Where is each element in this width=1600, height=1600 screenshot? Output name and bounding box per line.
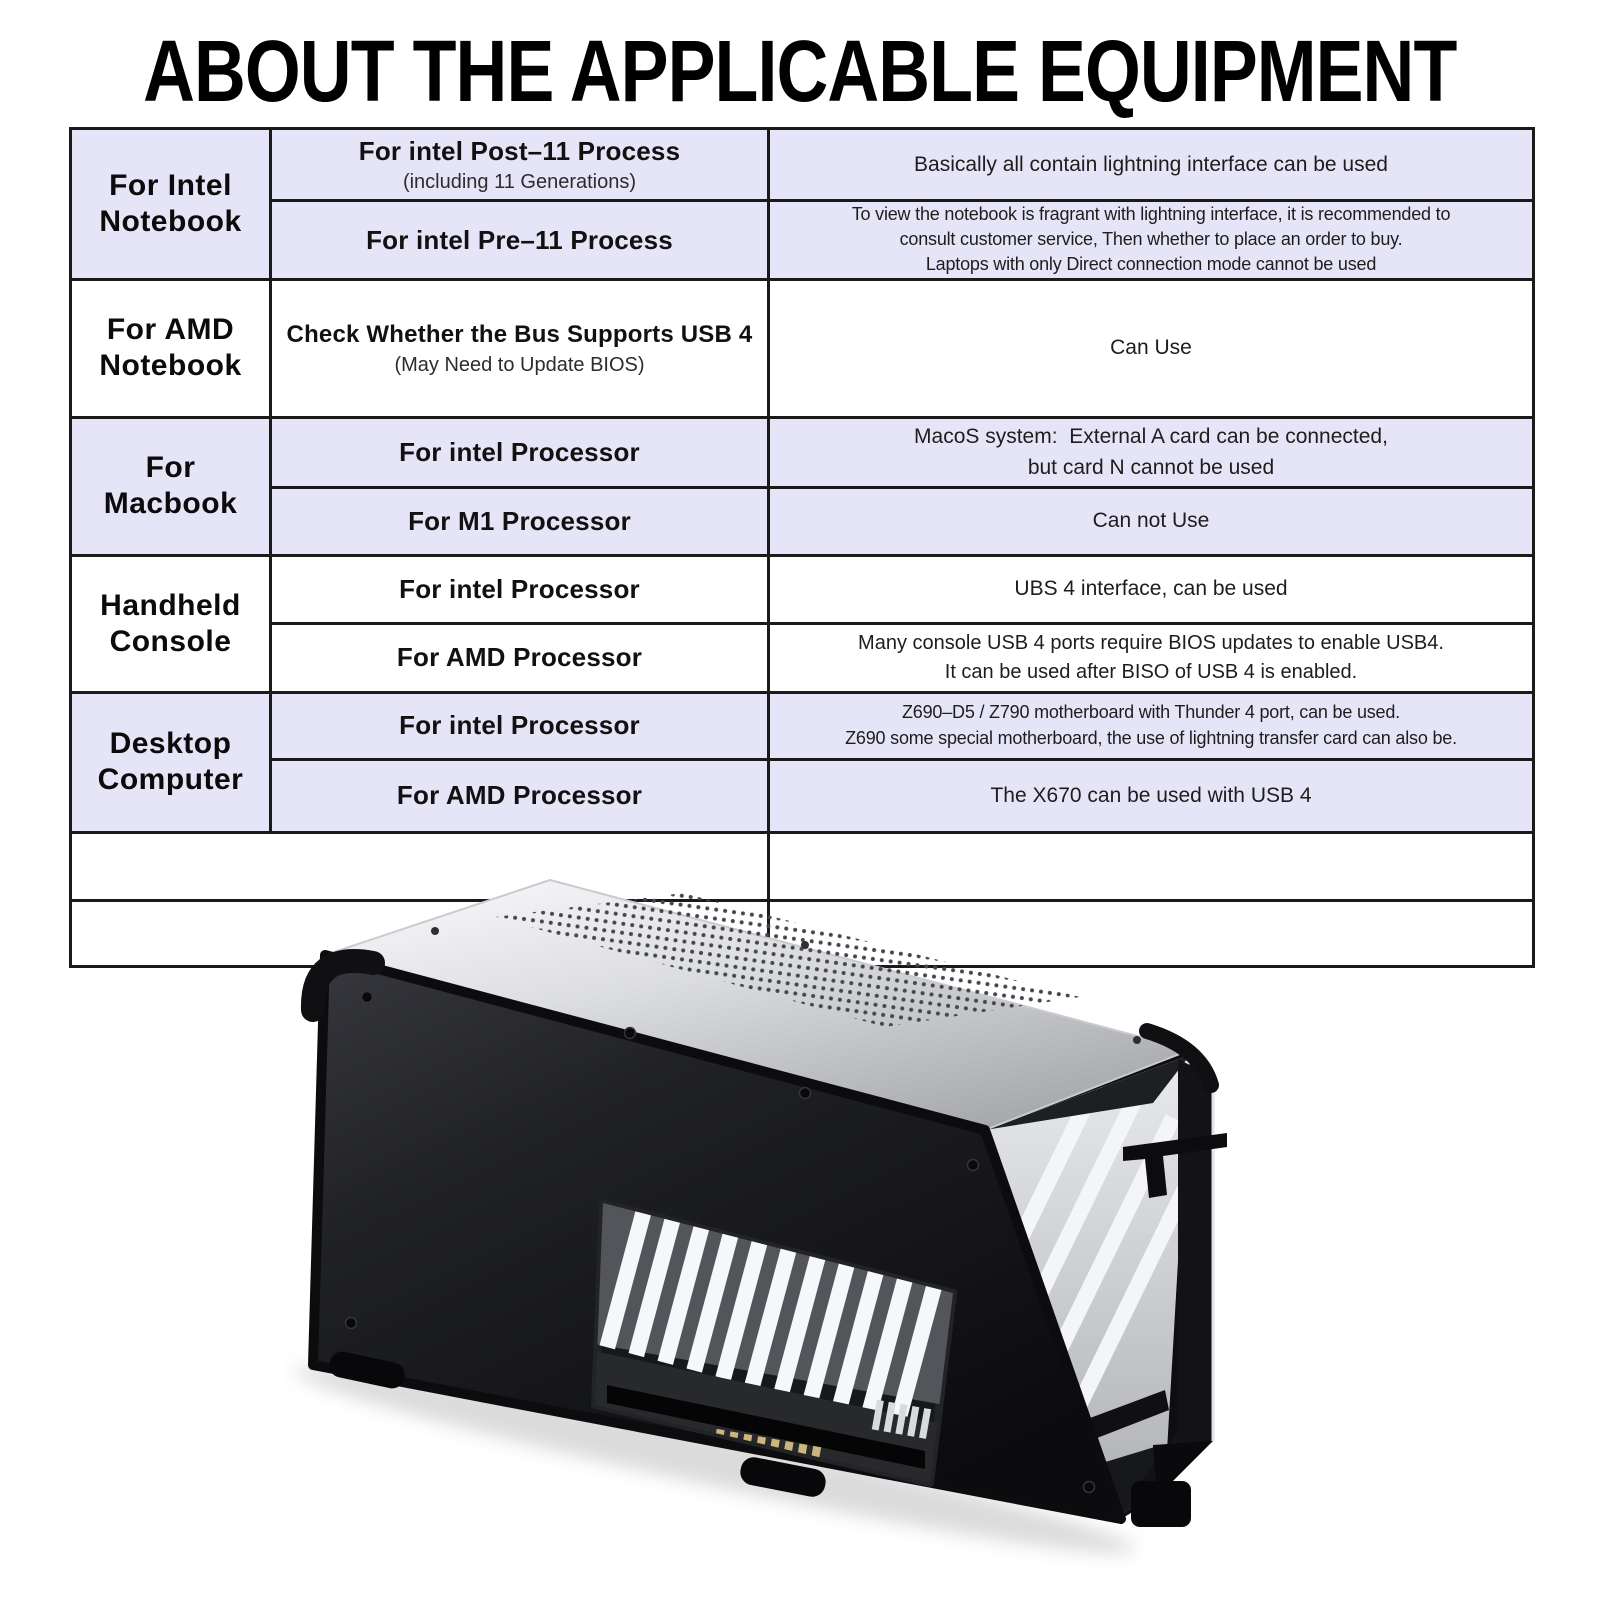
table-row bbox=[71, 759, 1534, 832]
result-line: but card N cannot be used bbox=[1027, 456, 1275, 480]
result-cell-mac-intel bbox=[769, 417, 1534, 487]
table-row bbox=[71, 201, 1534, 280]
result-line: MacoS system: External A card can be connected, bbox=[914, 424, 1388, 448]
table-row bbox=[71, 279, 1534, 417]
condition-cell-intel-pre11 bbox=[271, 201, 769, 280]
result-cell-mac-m1 bbox=[769, 487, 1534, 555]
condition-text: For AMD Processor bbox=[396, 780, 643, 811]
condition-cell-desktop-amd bbox=[271, 759, 769, 832]
category-line: Notebook bbox=[99, 204, 242, 238]
page-title-text: ABOUT THE APPLICABLE EQUIPMENT bbox=[143, 21, 1457, 121]
table-row bbox=[71, 555, 1534, 623]
condition-cell-handheld-intel bbox=[271, 555, 769, 623]
table-row bbox=[71, 417, 1534, 487]
result-line: Can Use bbox=[1110, 336, 1192, 360]
product-photo bbox=[285, 845, 1235, 1570]
category-line: For Macbook bbox=[103, 451, 238, 521]
table-row bbox=[71, 692, 1534, 759]
category-cell-handheld bbox=[71, 555, 271, 692]
result-line: Many console USB 4 ports require BIOS updates to enable USB4. bbox=[858, 631, 1444, 654]
condition-text: For intel Post–11 Process bbox=[358, 135, 681, 166]
category-cell-macbook bbox=[71, 417, 271, 555]
result-line: consult customer service, Then whether to place an order to buy. bbox=[899, 229, 1403, 250]
condition-text: Check Whether the Bus Supports USB 4 bbox=[286, 320, 753, 348]
category-cell-intel-notebook bbox=[71, 129, 271, 280]
result-cell-intel-post11 bbox=[769, 129, 1534, 201]
condition-cell-handheld-amd bbox=[271, 623, 769, 692]
condition-cell-intel-post11 bbox=[271, 129, 769, 201]
condition-note: (May Need to Update BIOS) bbox=[394, 353, 645, 376]
category-line: Handheld bbox=[100, 588, 241, 622]
result-line: The X670 can be used with USB 4 bbox=[990, 783, 1312, 807]
condition-cell-amd-bus bbox=[271, 279, 769, 417]
category-line: Notebook bbox=[99, 349, 242, 383]
category-line: Desktop bbox=[109, 727, 232, 761]
table-row bbox=[71, 487, 1534, 555]
result-cell-intel-pre11 bbox=[769, 201, 1534, 280]
condition-text: For M1 Processor bbox=[408, 505, 631, 536]
condition-cell-desktop-intel bbox=[271, 692, 769, 759]
category-line: For AMD bbox=[106, 313, 235, 347]
result-cell-handheld-amd bbox=[769, 623, 1534, 692]
result-line: Z690–D5 / Z790 motherboard with Thunder 4 port, can be used. bbox=[902, 702, 1400, 723]
result-line: Can not Use bbox=[1092, 509, 1210, 533]
condition-text: For intel Processor bbox=[399, 710, 640, 741]
table-row bbox=[71, 623, 1534, 692]
condition-text: For AMD Processor bbox=[396, 642, 643, 673]
compatibility-table bbox=[69, 127, 1535, 968]
condition-text: For intel Pre–11 Process bbox=[366, 224, 673, 255]
category-cell-desktop bbox=[71, 692, 271, 832]
category-line: Console bbox=[109, 624, 232, 658]
result-line: Laptops with only Direct connection mode cannot be used bbox=[925, 254, 1377, 275]
category-line: For Intel bbox=[109, 168, 232, 202]
result-line: Basically all contain lightning interface can be used bbox=[914, 152, 1388, 176]
result-cell-desktop-intel bbox=[769, 692, 1534, 759]
table-row bbox=[71, 129, 1534, 201]
condition-text: For intel Processor bbox=[399, 436, 640, 467]
result-line: Z690 some special motherboard, the use of lightning transfer card can also be. bbox=[845, 727, 1457, 748]
category-cell-amd-notebook bbox=[71, 279, 271, 417]
condition-cell-mac-m1 bbox=[271, 487, 769, 555]
result-line: UBS 4 interface, can be used bbox=[1014, 577, 1288, 601]
result-cell-amd-notebook bbox=[769, 279, 1534, 417]
category-line: Computer bbox=[97, 763, 244, 797]
page-title bbox=[0, 21, 1600, 121]
result-cell-handheld-intel bbox=[769, 555, 1534, 623]
condition-cell-mac-intel bbox=[271, 417, 769, 487]
condition-text: For intel Processor bbox=[399, 573, 640, 604]
result-line: It can be used after BISO of USB 4 is enabled. bbox=[944, 660, 1358, 683]
result-cell-desktop-amd bbox=[769, 759, 1534, 832]
condition-note: (including 11 Generations) bbox=[402, 171, 637, 194]
result-line: To view the notebook is fragrant with lightning interface, it is recommended to bbox=[851, 204, 1451, 224]
